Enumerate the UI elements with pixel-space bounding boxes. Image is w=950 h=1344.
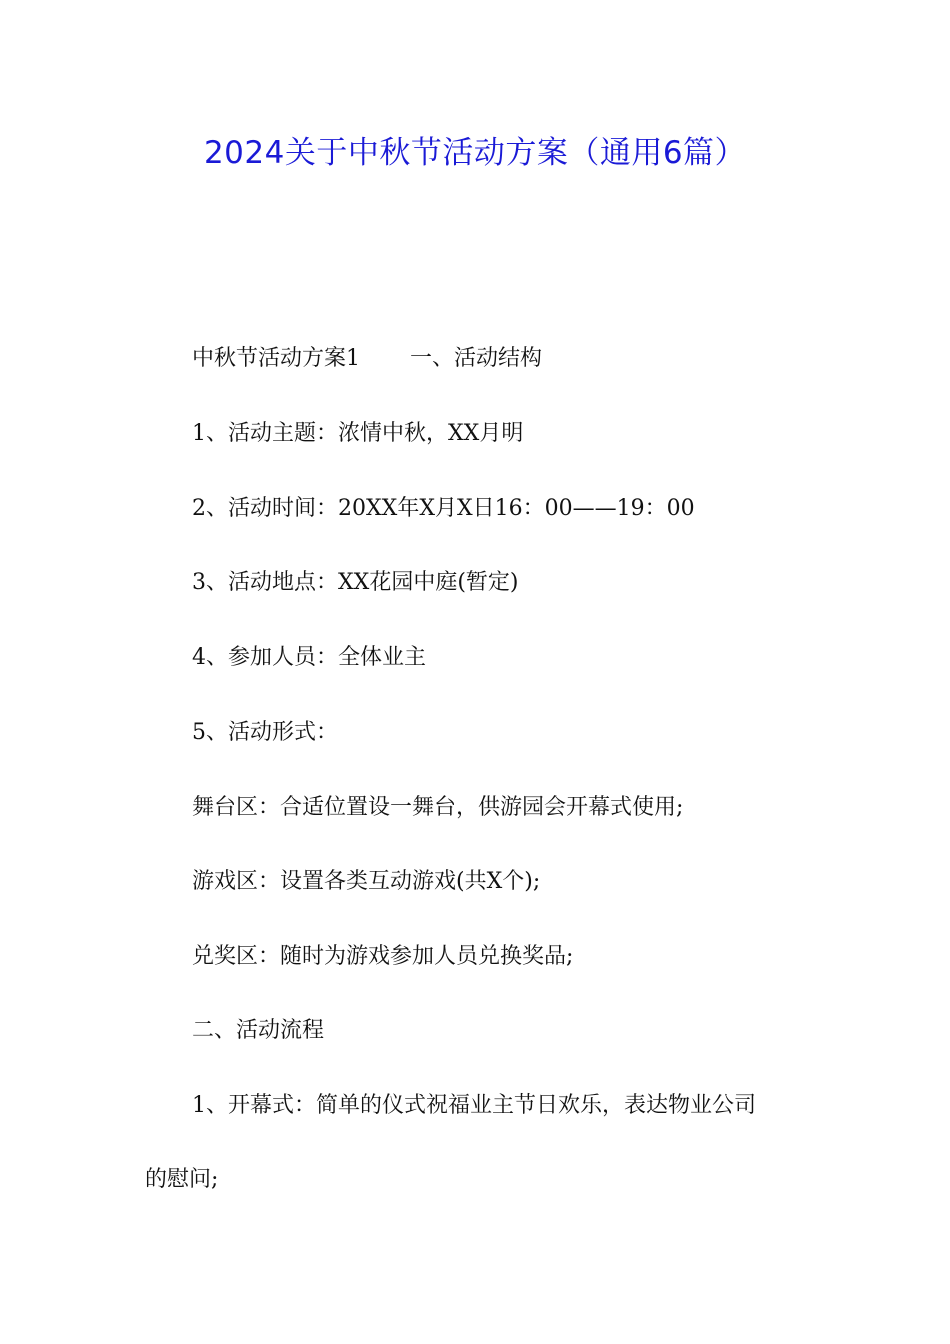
structure-heading: 一、活动结构 bbox=[410, 346, 543, 371]
participants: 4、参加人员：全体业主 bbox=[192, 645, 426, 670]
activity-location: 3、活动地点：XX花园中庭(暂定) bbox=[192, 570, 519, 595]
activity-theme: 1、活动主题：浓情中秋，XX月明 bbox=[192, 421, 524, 446]
process-heading: 二、活动流程 bbox=[192, 1018, 325, 1043]
section-heading bbox=[192, 344, 542, 374]
opening-ceremony: 1、开幕式：简单的仪式祝福业主节日欢乐，表达物业公司 bbox=[192, 1093, 756, 1118]
document-title: 2024关于中秋节活动方案（通用6篇） bbox=[203, 135, 747, 171]
plan-heading: 中秋节活动方案1 bbox=[192, 346, 360, 371]
stage-area: 舞台区：合适位置设一舞台，供游园会开幕式使用; bbox=[192, 795, 684, 820]
prize-area: 兑奖区：随时为游戏参加人员兑换奖品; bbox=[192, 944, 574, 969]
activity-format: 5、活动形式： bbox=[192, 720, 338, 745]
opening-ceremony-continued: 的慰问; bbox=[145, 1167, 219, 1192]
activity-time: 2、活动时间：20XX年X月X日16：00——19：00 bbox=[192, 496, 695, 521]
game-area: 游戏区：设置各类互动游戏(共X个); bbox=[192, 869, 541, 894]
